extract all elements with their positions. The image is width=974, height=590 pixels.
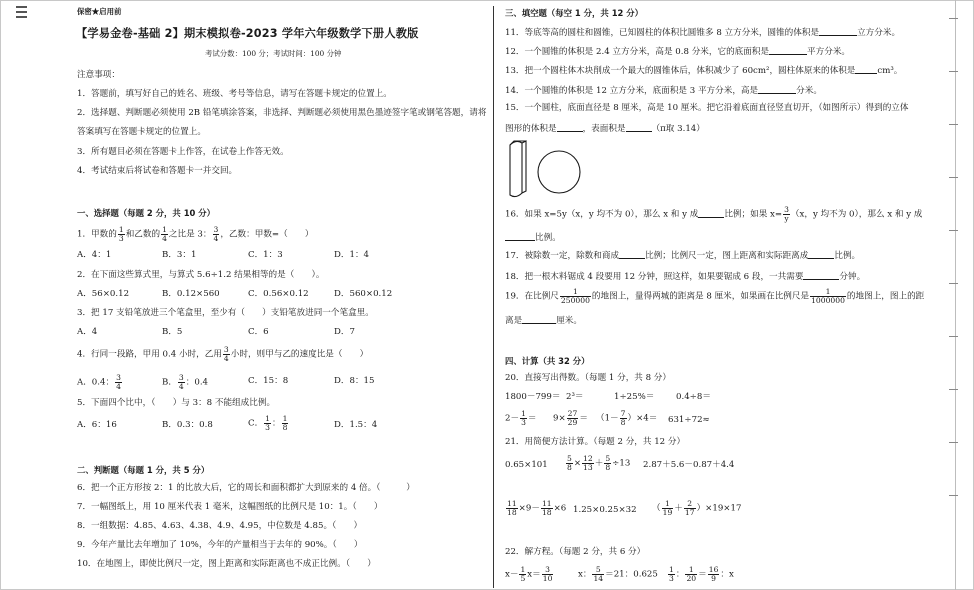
q20-item-7: （1－ $\frac{7}{8}$ ）×4＝ bbox=[596, 409, 658, 427]
question-18: 18．把一根木料锯成 4 段要用 12 分钟，照这样，如果要锯成 6 段，一共需要 分钟。 bbox=[505, 272, 866, 282]
q21-item-3: 2.87＋5.6－0.87＋4.4 bbox=[643, 460, 735, 470]
question-15: 15．一个圆柱，底面直径是 8 厘米，高是 10 厘米。把它沿着底面直径竖直切开，（如图所示）得到的立体 bbox=[505, 103, 909, 113]
question-22: 22．解方程。（每题 2 分，共 6 分） bbox=[505, 547, 646, 557]
q4-option-d: D．8：15 bbox=[334, 376, 375, 386]
q1-option-a: A．4：1 bbox=[77, 250, 112, 260]
notice-2-cont: 答案填写在答题卡规定的位置上。 bbox=[77, 127, 206, 137]
q20-item-1: 1800－799＝ bbox=[505, 392, 561, 402]
column-divider bbox=[493, 6, 494, 588]
q3-option-d: D．7 bbox=[334, 327, 355, 337]
q4-option-a: A．0.4： $\frac{3}{4}$ bbox=[77, 373, 121, 391]
q5-option-b: B．0.3：0.8 bbox=[162, 420, 213, 430]
question-17: 17．被除数一定，除数和商成 比例；比例尺一定，图上距离和实际距离成 比例。 bbox=[505, 251, 861, 261]
notice-title: 注意事项： bbox=[77, 70, 120, 80]
q21-item-2: $\frac{5}{8}$ × $\frac{12}{13}$ ＋ $\frac{5}{8}$ ÷13 bbox=[567, 454, 631, 472]
q20-item-3: 1÷25%＝ bbox=[614, 392, 655, 402]
q2-option-c: C．0.56×0.12 bbox=[248, 289, 309, 299]
question-21: 21．用简便方法计算。（每题 2 分，共 12 分） bbox=[505, 437, 686, 447]
section-choice-heading: 一、选择题（每题 2 分，共 10 分） bbox=[77, 208, 216, 218]
question-11: 11．等底等高的圆柱和圆锥，已知圆柱的体积比圆锥多 8 立方分米，圆锥的体积是 立方分米。 bbox=[505, 28, 901, 38]
page-title: 【学易金卷-基础 2】期末模拟卷-2023 学年六年级数学下册人教版 bbox=[76, 27, 419, 40]
q2-option-a: A．56×0.12 bbox=[77, 289, 130, 299]
question-9: 9．今年产量比去年增加了 10%，今年的产量相当于去年的 90%。（ ） bbox=[77, 540, 363, 550]
q4-option-b: B． $\frac{3}{4}$ ：0.4 bbox=[162, 373, 209, 391]
q22-item-1: x－ $\frac{1}{5}$ x＝ $\frac{3}{10}$ bbox=[505, 565, 553, 583]
question-19: 19．在比例尺 $\frac{1}{250000}$ 的地图上，量得两城的距离是 8 厘米，如果画在比例尺是 $\frac{1}{1000000}$ 的地图上，图上的距 bbox=[505, 287, 925, 305]
question-5: 5．下面四个比中，（ ）与 3：8 不能组成比例。 bbox=[77, 398, 276, 408]
q5-option-d: D．1.5：4 bbox=[334, 420, 378, 430]
notice-4: 4．考试结束后将试卷和答题卡一并交回。 bbox=[77, 166, 238, 176]
q21-item-1: 0.65×101 bbox=[505, 460, 548, 470]
question-2: 2．在下面这些算式里，与算式 5.6÷1.2 结果相等的是（ ）。 bbox=[77, 270, 325, 280]
question-16-cont: 比例。 bbox=[505, 231, 561, 243]
question-20: 20．直接写出得数。（每题 1 分，共 8 分） bbox=[505, 373, 671, 383]
q21-item-6: （ $\frac{1}{19}$ ＋ $\frac{2}{17}$ ）×19×17 bbox=[652, 499, 742, 517]
q22-item-2: x： $\frac{5}{14}$ ＝21：0.625 bbox=[578, 565, 658, 583]
q5-option-c: C． $\frac{1}{3}$ ： $\frac{1}{8}$ bbox=[248, 414, 288, 432]
question-19-cont: 离是 厘米。 bbox=[505, 316, 582, 326]
question-6: 6．把一个正方形按 2：1 的比放大后，它的周长和面积都扩大到原来的 4 倍。（ ） bbox=[77, 483, 415, 493]
q1-option-b: B．3：1 bbox=[162, 250, 197, 260]
question-14: 14．一个圆锥的体积是 12 立方分米，底面积是 3 平方分米，高是 分米。 bbox=[505, 86, 822, 96]
q4-option-c: C．15：8 bbox=[248, 376, 289, 386]
question-15-cont: 图形的体积是 ，表面积是 （π取 3.14） bbox=[505, 124, 705, 134]
section-judge-heading: 二、判断题（每题 1 分，共 5 分） bbox=[77, 465, 210, 475]
section-calc-heading: 四、计算（共 32 分） bbox=[505, 356, 590, 366]
q20-item-6: 9× $\frac{27}{29}$ ＝ bbox=[553, 409, 588, 427]
q3-option-c: C．6 bbox=[248, 327, 269, 337]
confidential-label: 保密★启用前 bbox=[77, 7, 122, 16]
question-13: 13．把一个圆柱体木块削成一个最大的圆锥体后，体积减少了 60cm²，圆柱体原来的体积是 cm³。 bbox=[505, 66, 903, 76]
q21-item-4: $\frac{11}{18}$ ×9－ $\frac{11}{18}$ ×6 bbox=[507, 499, 567, 517]
q5-option-a: A．6：16 bbox=[77, 420, 117, 430]
q20-item-8: 631÷72≈ bbox=[668, 415, 710, 425]
q3-option-b: B．5 bbox=[162, 327, 183, 337]
q1-option-c: C．1：3 bbox=[248, 250, 283, 260]
q2-option-d: D．560×0.12 bbox=[334, 289, 393, 299]
half-cylinder-figure bbox=[502, 137, 588, 201]
margin-marks bbox=[949, 18, 963, 548]
notice-2: 2．选择题、判断题必须使用 2B 铅笔填涂答案，非选择、判断题必须使用黑色墨迹签字笔或钢笔答题，请将 bbox=[77, 108, 487, 118]
q1-option-d: D．1：4 bbox=[334, 250, 370, 260]
notice-1: 1．答题前，填写好自己的姓名、班级、考号等信息，请写在答题卡规定的位置上。 bbox=[77, 89, 392, 99]
q20-item-2: 2³＝ bbox=[566, 392, 584, 402]
q20-item-4: 0.4÷8＝ bbox=[676, 392, 711, 402]
question-7: 7．一幅图纸上，用 10 厘米代表 1 毫米，这幅图纸的比例尺是 10：1。（ ） bbox=[77, 502, 383, 512]
question-10: 10．在地图上，即使比例尺一定，图上距离和实际距离也不成正比例。（ ） bbox=[77, 559, 376, 569]
question-16: 16．如果 x=5y（x，y 均不为 0），那么 x 和 y 成 比例；如果 x= $\frac{3}{y}$ （x，y 均不为 0），那么 x 和 y 成 bbox=[505, 205, 923, 223]
q20-item-5: 2－ $\frac{1}{3}$ ＝ bbox=[505, 409, 537, 427]
menu-icon[interactable] bbox=[16, 6, 27, 21]
q2-option-b: B．0.12×560 bbox=[162, 289, 220, 299]
section-fill-heading: 三、填空题（每空 1 分，共 12 分） bbox=[505, 8, 644, 18]
q22-item-3: $\frac{1}{3}$ ： $\frac{1}{20}$ ＝ $\frac{16}{9}$ ：x bbox=[669, 565, 734, 583]
question-3: 3．把 17 支铅笔放进三个笔盒里，至少有（ ）支铅笔放进同一个笔盒里。 bbox=[77, 308, 374, 318]
question-8: 8．一组数据：4.85、4.63、4.38、4.9、4.95，中位数是 4.85。（ ） bbox=[77, 521, 363, 531]
question-12: 12．一个圆锥的体积是 2.4 立方分米，高是 0.8 分米，它的底面积是 平方分米。 bbox=[505, 47, 851, 57]
q3-option-a: A．4 bbox=[77, 327, 98, 337]
exam-info: 考试分数：100 分；考试时间：100 分钟 bbox=[205, 49, 342, 58]
notice-3: 3．所有题目必须在答题卡上作答，在试卷上作答无效。 bbox=[77, 147, 289, 157]
question-4: 4．行同一段路，甲用 0.4 小时，乙用 $\frac{3}{4}$ 小时，则甲与乙的速度比是（ ） bbox=[77, 345, 369, 363]
q21-item-5: 1.25×0.25×32 bbox=[573, 505, 637, 515]
question-1: 1．甲数的 $\frac{1}{3}$ 和乙数的 $\frac{1}{4}$ 之比是 3： $\frac{3}{4}$ ，乙数：甲数=（ ） bbox=[77, 225, 314, 243]
